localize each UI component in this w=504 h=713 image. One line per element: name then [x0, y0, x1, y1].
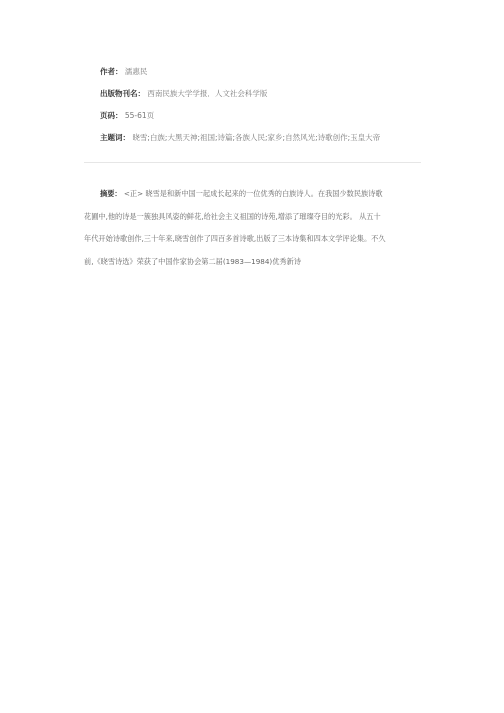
pages-label: 页码：: [100, 111, 123, 120]
abstract-line: 前,《晓雪诗选》荣获了中国作家协会第二届(1983—1984)优秀新诗: [84, 256, 301, 266]
abstract-text: <正> 晓雪是和新中国一起成长起来的一位优秀的白族诗人。在我国少数民族诗歌: [123, 189, 383, 198]
abstract-line: 年代开始诗歌创作,三十年来,晓雪创作了四百多首诗歌,出版了三本诗集和四本文学评论集。不久: [84, 234, 386, 243]
author-label: 作者：: [100, 67, 123, 76]
keywords-value: 晓雪;白族;大黑天神;祖国;诗篇;各族人民;家乡;自然风光;诗歌创作;玉皇大帝: [132, 133, 381, 142]
pages-row: [100, 111, 154, 121]
abstract-line: [84, 183, 421, 206]
pages-value: 55-61页: [124, 111, 155, 120]
publication-value: 西南民族大学学报．人文社会科学版: [147, 89, 268, 98]
keywords-label: 主题词：: [100, 133, 130, 142]
abstract-label: 摘要：: [100, 189, 122, 198]
section-divider: [84, 162, 421, 163]
publication-row: [100, 89, 267, 99]
keywords-row: [100, 133, 380, 143]
abstract-block: [84, 183, 421, 273]
author-row: [100, 67, 147, 77]
abstract-line: 花圃中,他的诗是一簇独具风姿的鲜花,给社会主义祖国的诗苑,增添了璀璨夺目的光彩。 从五十: [84, 211, 381, 221]
author-value: 濡惠民: [124, 67, 148, 76]
publication-label: 出版物刊名：: [100, 89, 145, 98]
